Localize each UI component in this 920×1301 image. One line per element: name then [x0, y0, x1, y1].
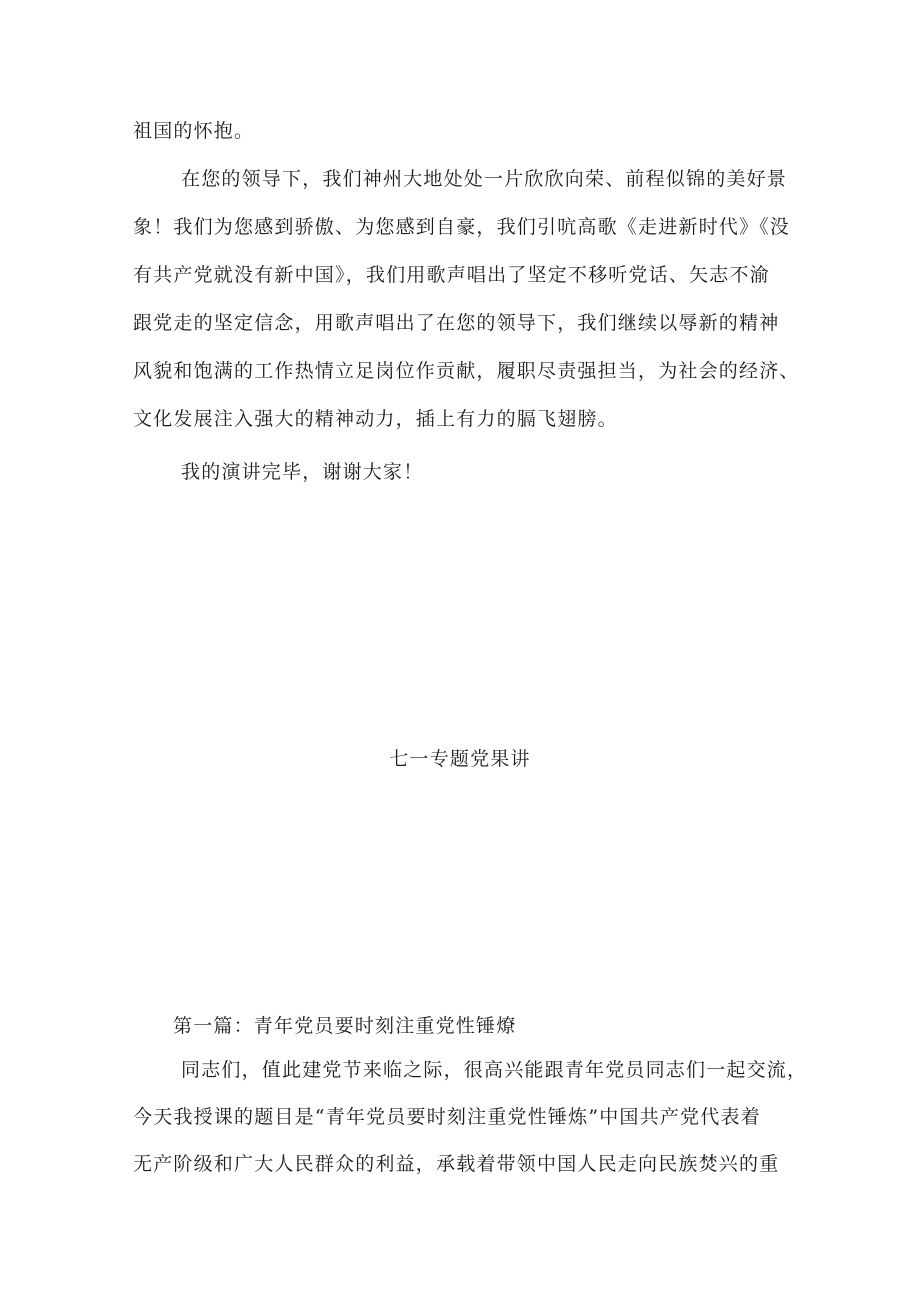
paragraph-line: 有共产党就没有新中国》，我们用歌声唱出了坚定不移听党话、矢志不渝	[133, 264, 770, 286]
closing-line: 我的演讲完毕，谢谢大家！	[181, 461, 424, 483]
paragraph-line: 在您的领导下，我们神州大地处处一片欣欣向荣、前程似锦的美好景	[181, 168, 788, 190]
paragraph-line: 象！我们为您感到骄傲、为您感到自豪，我们引吭高歌《走进新时代》《没	[133, 216, 791, 238]
paragraph-line: 无产阶级和广大人民群众的利益，承载着带领中国人民走向民族焚兴的重	[133, 1153, 780, 1175]
paragraph-line: 今天我授课的题目是“青年党员要时刻注重党性锤炼”中国共产党代表着	[133, 1106, 761, 1128]
paragraph-line: 同志们，值此建党节来临之际，很高兴能跟青年党员同志们一起交流，	[181, 1059, 808, 1081]
paragraph-line: 风貌和饱满的工作热情立足岗位作贡献，履职尽责强担当，为社会的经济、	[133, 360, 800, 382]
article-subtitle: 第一篇：青年党员要时刻注重党性锤燎	[173, 1015, 517, 1037]
paragraph-line: 文化发展注入强大的精神动力，插上有力的膈飞翅膀。	[133, 408, 618, 430]
paragraph-line: 祖国的怀抱。	[133, 120, 255, 142]
section-title: 七一专题党果讲	[389, 748, 531, 770]
paragraph-line: 跟党走的坚定信念，用歌声唱出了在您的领导下，我们继续以辱新的精神	[133, 312, 780, 334]
